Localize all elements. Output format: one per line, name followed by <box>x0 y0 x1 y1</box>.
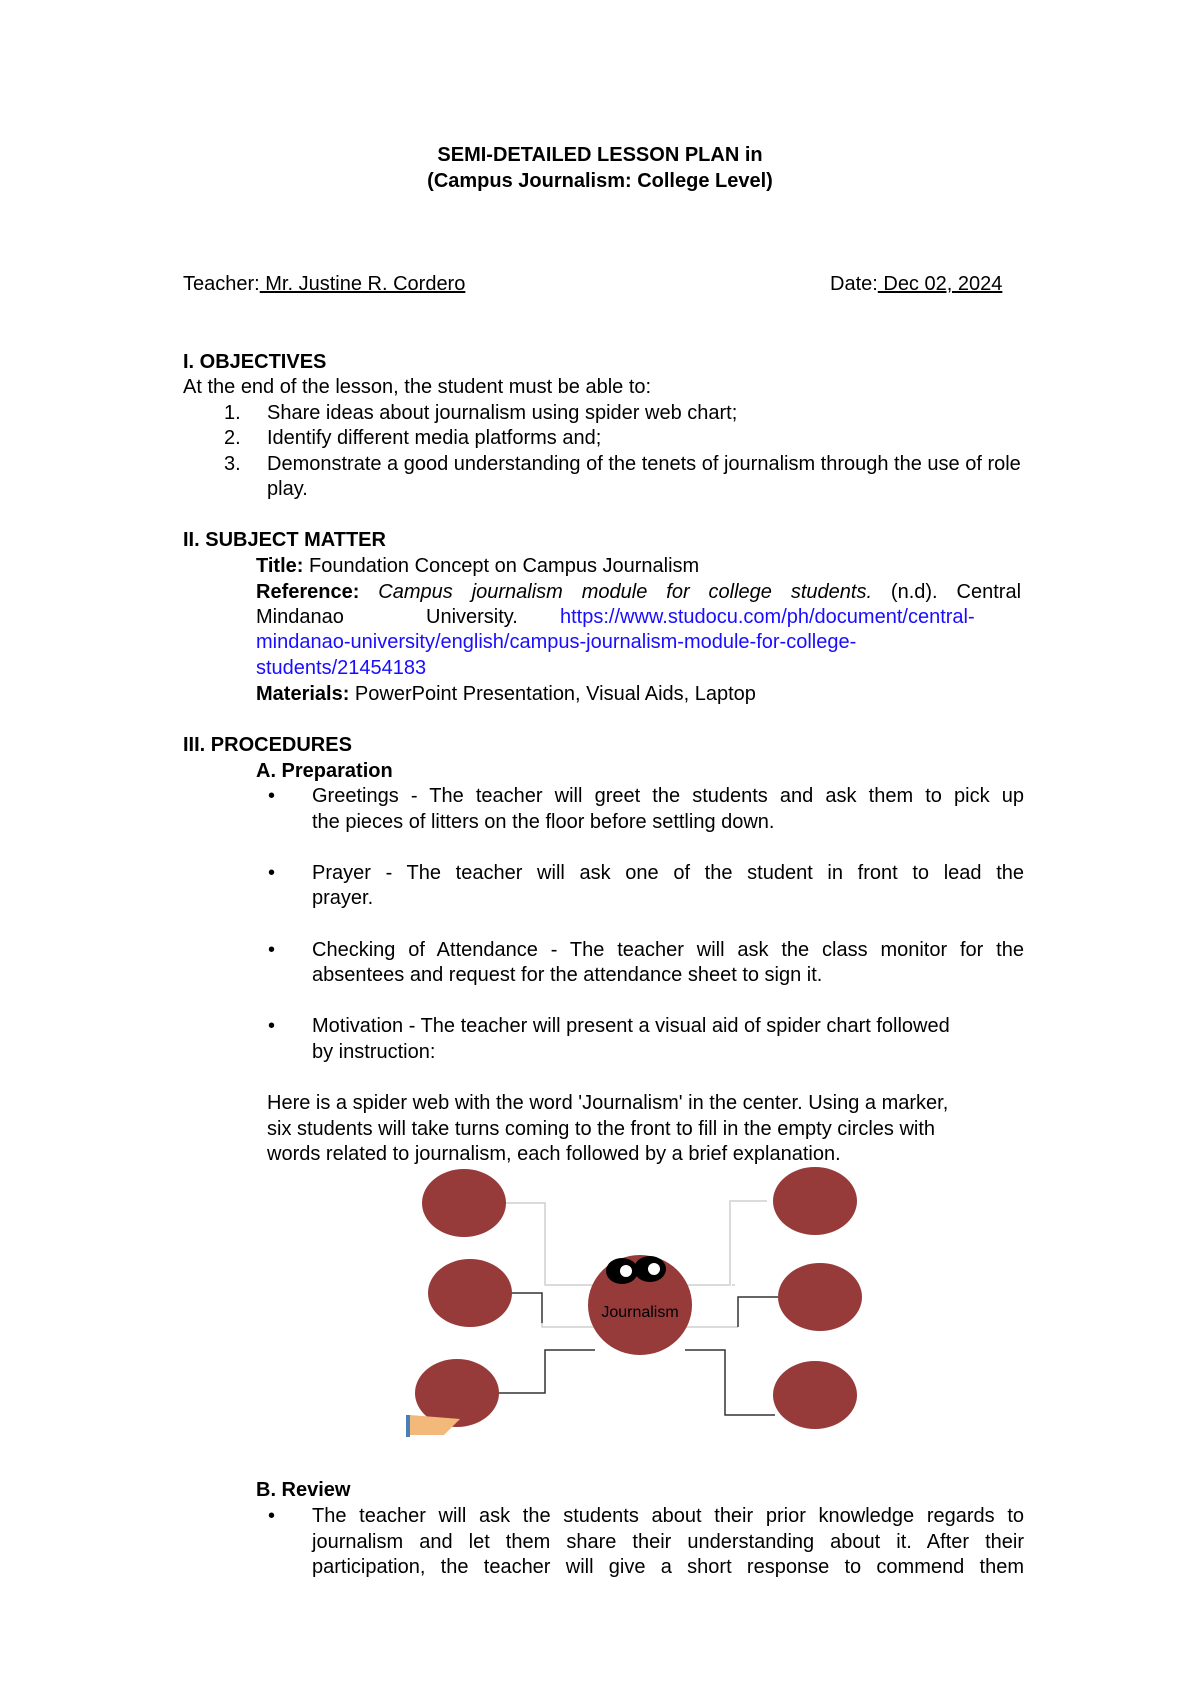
bullet-icon: • <box>268 1015 276 1037</box>
empty-circle <box>428 1259 512 1327</box>
spider-pupil-right <box>648 1263 660 1275</box>
reference-line-2b: University. <box>426 606 518 628</box>
bullet-icon: • <box>268 785 276 807</box>
materials-value: PowerPoint Presentation, Visual Aids, Laptop <box>349 683 756 705</box>
reference-rest: (n.d). Central <box>872 581 1022 603</box>
reference-link[interactable]: https://www.studocu.com/ph/document/central- <box>560 606 975 628</box>
connector-line <box>738 1297 778 1327</box>
date-label: Date: <box>830 273 878 295</box>
objective-item: Share ideas about journalism using spider web chart; <box>267 402 738 424</box>
date-value: Dec 02, 2024 <box>877 273 1003 295</box>
empty-circle <box>773 1361 857 1429</box>
objective-item: Demonstrate a good understanding of the tenets of journalism through the use of role <box>267 453 1021 475</box>
objective-item: Identify different media platforms and; <box>267 427 602 449</box>
date-line <box>830 272 1002 297</box>
spider-web-diagram <box>400 1165 920 1445</box>
review-heading: B. Review <box>256 1479 351 1501</box>
bullet-item: Prayer - The teacher will ask one of the student in front to lead the <box>312 862 1024 884</box>
title-value: Foundation Concept on Campus Journalism <box>303 555 700 577</box>
review-line: participation, the teacher will give a short response to commend them <box>312 1556 1024 1578</box>
review-line: The teacher will ask the students about their prior knowledge regards to <box>312 1505 1024 1527</box>
reference-label: Reference: <box>256 581 360 603</box>
preparation-heading: A. Preparation <box>256 760 393 782</box>
connector-line <box>502 1203 595 1285</box>
bullet-icon: • <box>268 1505 276 1527</box>
teacher-name: Mr. Justine R. Cordero <box>259 273 466 295</box>
objectives-intro: At the end of the lesson, the student must be able to: <box>183 376 652 398</box>
connector-line <box>496 1350 595 1393</box>
page-title: SEMI-DETAILED LESSON PLAN in <box>437 144 763 166</box>
objectives-heading: I. OBJECTIVES <box>183 351 327 373</box>
reference-line-2a: Mindanao <box>256 606 344 628</box>
empty-circle <box>422 1169 506 1237</box>
center-label: Journalism <box>601 1304 679 1321</box>
connector-line <box>685 1201 767 1285</box>
instruction-line: words related to journalism, each followed by a brief explanation. <box>267 1143 841 1165</box>
connector-line <box>685 1350 775 1415</box>
bullet-item: Motivation - The teacher will present a visual aid of spider chart followed <box>312 1015 950 1037</box>
materials-label: Materials: <box>256 683 350 705</box>
bullet-item: Greetings - The teacher will greet the students and ask them to pick up <box>312 785 1024 807</box>
reference-link[interactable]: students/21454183 <box>256 657 427 679</box>
reference-link[interactable]: mindanao-university/english/campus-journalism-module-for-college- <box>256 631 857 653</box>
spider-web-svg <box>400 1165 920 1445</box>
connector-line <box>542 1323 595 1327</box>
spider-pupil-left <box>620 1265 632 1277</box>
bullet-item-continued: prayer. <box>312 887 374 909</box>
reference-line-1 <box>256 580 1021 605</box>
materials-line <box>256 682 756 707</box>
procedures-heading: III. PROCEDURES <box>183 734 352 756</box>
bullet-item-continued: the pieces of litters on the floor before settling down. <box>312 811 775 833</box>
bullet-icon: • <box>268 939 276 961</box>
instruction-line: six students will take turns coming to the front to fill in the empty circles with <box>267 1118 936 1140</box>
teacher-line <box>183 272 465 297</box>
objective-number: 1. <box>224 402 241 424</box>
title-line <box>256 554 699 579</box>
bullet-icon: • <box>268 862 276 884</box>
empty-circle <box>773 1167 857 1235</box>
instruction-line: Here is a spider web with the word 'Journalism' in the center. Using a marker, <box>267 1092 949 1114</box>
bullet-item: Checking of Attendance - The teacher will ask the class monitor for the <box>312 939 1024 961</box>
title-label: Title: <box>256 555 304 577</box>
reference-title: Campus journalism module for college students. <box>359 581 873 603</box>
empty-circle <box>778 1263 862 1331</box>
page-subtitle: (Campus Journalism: College Level) <box>427 170 773 192</box>
objective-number: 3. <box>224 453 241 475</box>
review-line: journalism and let them share their understanding about it. After their <box>312 1531 1024 1553</box>
sleeve-icon <box>406 1415 410 1437</box>
subject-matter-heading: II. SUBJECT MATTER <box>183 529 386 551</box>
teacher-label: Teacher: <box>183 273 260 295</box>
objective-item-continued: play. <box>267 478 308 500</box>
bullet-item-continued: absentees and request for the attendance sheet to sign it. <box>312 964 823 986</box>
bullet-item-continued: by instruction: <box>312 1041 436 1063</box>
objective-number: 2. <box>224 427 241 449</box>
